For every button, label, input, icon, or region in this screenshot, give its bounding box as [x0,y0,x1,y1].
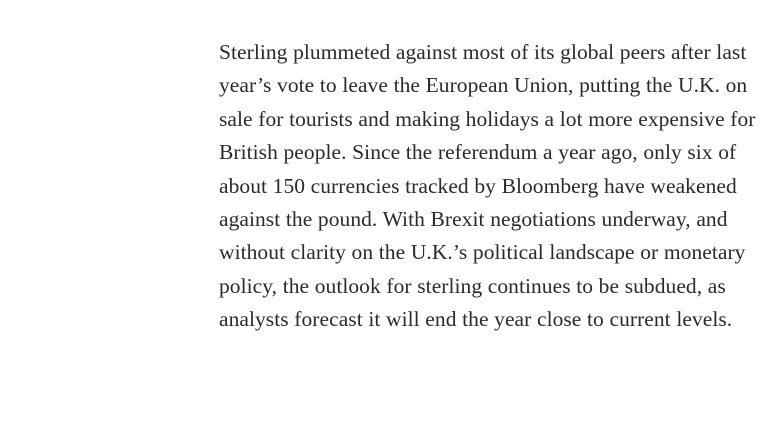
article-body [219,36,756,337]
article-paragraph: Sterling plummeted against most of its global peers after last year’s vote to leave the European Union, putting the U.K. on sale for tourists and making holidays a lot more expensive for British people. Since the referendum a year ago, only six of about 150 currencies tracked by Bloomberg have weakened against the pound. With Brexit negotiations underway, and without clarity on the U.K.’s political landscape or monetary policy, the outlook for sterling continues to be subdued, as analysts forecast it will end the year close to current levels. [219,40,756,332]
